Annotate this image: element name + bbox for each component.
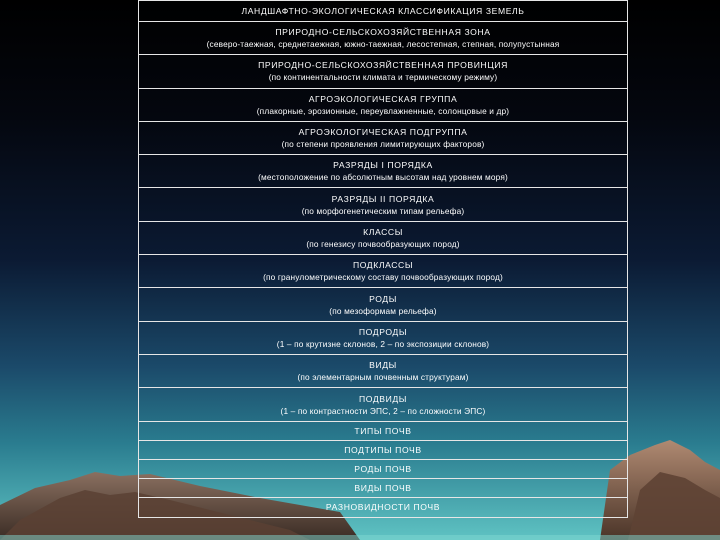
- soil-row-genera: [139, 460, 627, 479]
- classification-title: ЛАНДШАФТНО-ЭКОЛОГИЧЕСКАЯ КЛАССИФИКАЦИЯ ЗЕМЕЛЬ: [241, 5, 525, 16]
- soil-row-subtypes: [139, 441, 627, 460]
- level-title: КЛАССЫ: [363, 226, 403, 237]
- level-note: (плакорные, эрозионные, переувлажненные, солонцовые и др): [256, 105, 510, 116]
- level-title: РАЗРЯДЫ I ПОРЯДКА: [333, 160, 433, 171]
- level-row-subclasses: [139, 255, 627, 288]
- level-note: (местоположение по абсолютным высотам над уровнем моря): [258, 172, 508, 183]
- soil-level-title: ПОДТИПЫ ПОЧВ: [344, 444, 422, 455]
- level-row-agro-group: [139, 89, 627, 122]
- level-row-rank-2: [139, 188, 627, 221]
- level-note: (по генезису почвообразующих пород): [306, 238, 460, 249]
- level-note: (по элементарным почвенным структурам): [297, 372, 469, 383]
- soil-level-title: ВИДЫ ПОЧВ: [354, 482, 412, 493]
- classification-table: [138, 0, 628, 518]
- soil-level-title: РОДЫ ПОЧВ: [354, 463, 412, 474]
- level-title: АГРОЭКОЛОГИЧЕСКАЯ ГРУППА: [308, 93, 458, 104]
- soil-row-types: [139, 422, 627, 441]
- level-title: АГРОЭКОЛОГИЧЕСКАЯ ПОДГРУППА: [298, 126, 468, 137]
- level-row-subspecies: [139, 388, 627, 421]
- soil-level-title: РАЗНОВИДНОСТИ ПОЧВ: [325, 502, 441, 513]
- level-row-genera: [139, 288, 627, 321]
- level-title: РОДЫ: [369, 293, 397, 304]
- level-row-rank-1: [139, 155, 627, 188]
- level-note: (по мезоформам рельефа): [329, 305, 437, 316]
- level-title: ПРИРОДНО-СЕЛЬСКОХОЗЯЙСТВЕННАЯ ПРОВИНЦИЯ: [258, 60, 508, 71]
- table-header-row: [139, 1, 627, 22]
- level-note: (1 – по крутизне склонов, 2 – по экспозиции склонов): [276, 338, 490, 349]
- level-note: (по морфогенетическим типам рельефа): [301, 205, 465, 216]
- soil-row-species: [139, 479, 627, 498]
- level-note: (1 – по контрастности ЭПС, 2 – по сложности ЭПС): [280, 405, 486, 416]
- level-row-subgenera: [139, 322, 627, 355]
- level-title: ВИДЫ: [369, 360, 397, 371]
- water-glow: [0, 535, 720, 540]
- level-title: РАЗРЯДЫ II ПОРЯДКА: [331, 193, 435, 204]
- level-note: (по степени проявления лимитирующих факторов): [281, 138, 485, 149]
- level-title: ПОДКЛАССЫ: [352, 260, 414, 271]
- level-row-species: [139, 355, 627, 388]
- level-row-agro-subgroup: [139, 122, 627, 155]
- level-row-classes: [139, 222, 627, 255]
- level-title: ПОДРОДЫ: [358, 326, 408, 337]
- level-note: (северо-таежная, среднетаежная, южно-таежная, лесостепная, степная, полупустынная: [206, 39, 560, 49]
- soil-row-varieties: [139, 498, 627, 517]
- level-row-province: [139, 55, 627, 88]
- level-note: (по континентальности климата и термическому режиму): [268, 72, 498, 83]
- level-row-zone: [139, 22, 627, 55]
- soil-level-title: ТИПЫ ПОЧВ: [354, 425, 412, 436]
- level-title: ПОДВИДЫ: [358, 393, 408, 404]
- level-note: (по гранулометрическому составу почвообразующих пород): [263, 272, 503, 283]
- level-title: ПРИРОДНО-СЕЛЬСКОХОЗЯЙСТВЕННАЯ ЗОНА: [275, 27, 491, 37]
